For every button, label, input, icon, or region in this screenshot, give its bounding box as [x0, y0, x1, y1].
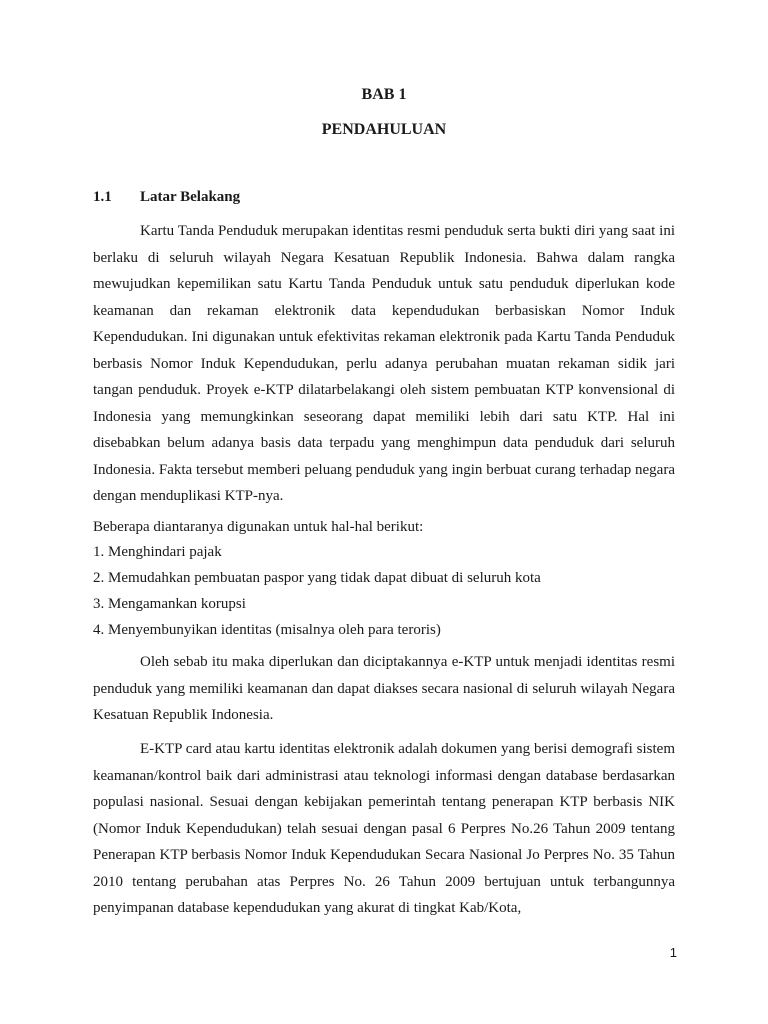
list-item: 4. Menyembunyikan identitas (misalnya oleh para teroris)	[93, 622, 441, 638]
chapter-label: BAB 1	[361, 86, 407, 103]
section-title: Latar Belakang	[140, 189, 241, 205]
chapter-title: PENDAHULUAN	[321, 121, 447, 138]
numbered-list	[93, 539, 541, 643]
list-item: 3. Mengamankan korupsi	[93, 596, 246, 612]
page-number: 1	[669, 945, 677, 960]
body-paragraph: Kartu Tanda Penduduk merupakan identitas resmi penduduk serta bukti diri yang saat ini berlaku di seluruh wilayah Negara Kesatuan Republik Indonesia. Bahwa dalam rangka mewujudkan kepemilikan satu Kartu Tanda Penduduk untuk satu penduduk diperlukan kode keamanan dan rekaman elektronik data kependudukan berbasiskan Nomor Induk Kependudukan. Ini digunakan untuk efektivitas rekaman elektronik pada Kartu Tanda Penduduk berbasis Nomor Induk Kependudukan, perlu adanya perubahan muatan rekaman sidik jari tangan penduduk. Proyek e-KTP dilatarbelakangi oleh sistem pembuatan KTP konvensional di Indonesia yang memungkinkan seseorang dapat memiliki lebih dari satu KTP. Hal ini disebabkan belum adanya basis data terpadu yang menghimpun data penduduk dari seluruh Indonesia. Fakta tersebut memberi peluang penduduk yang ingin berbuat curang terhadap negara dengan menduplikasi KTP-nya.	[93, 223, 675, 504]
list-item: 1. Menghindari pajak	[93, 544, 222, 560]
list-item: 2. Memudahkan pembuatan paspor yang tidak dapat dibuat di seluruh kota	[93, 570, 541, 586]
section-heading	[93, 189, 240, 206]
body-paragraph: E-KTP card atau kartu identitas elektronik adalah dokumen yang berisi demografi sistem keamanan/kontrol baik dari administrasi atau teknologi informasi dengan database berdasarkan populasi nasional. Sesuai dengan kebijakan pemerintah tentang penerapan KTP berbasis NIK (Nomor Induk Kependudukan) telah sesuai dengan pasal 6 Perpres No.26 Tahun 2009 tentang Penerapan KTP berbasis Nomor Induk Kependudukan Secara Nasional Jo Perpres No. 35 Tahun 2010 tentang perubahan atas Perpres No. 26 Tahun 2009 bertujuan untuk terbangunnya penyimpanan database kependudukan yang akurat di tingkat Kab/Kota,	[93, 741, 675, 916]
list-intro: Beberapa diantaranya digunakan untuk hal-hal berikut:	[93, 519, 424, 535]
section-number: 1.1	[93, 189, 112, 205]
body-paragraph: Oleh sebab itu maka diperlukan dan diciptakannya e-KTP untuk menjadi identitas resmi penduduk yang memiliki keamanan dan dapat diakses secara nasional di seluruh wilayah Negara Kesatuan Republik Indonesia.	[93, 654, 675, 723]
